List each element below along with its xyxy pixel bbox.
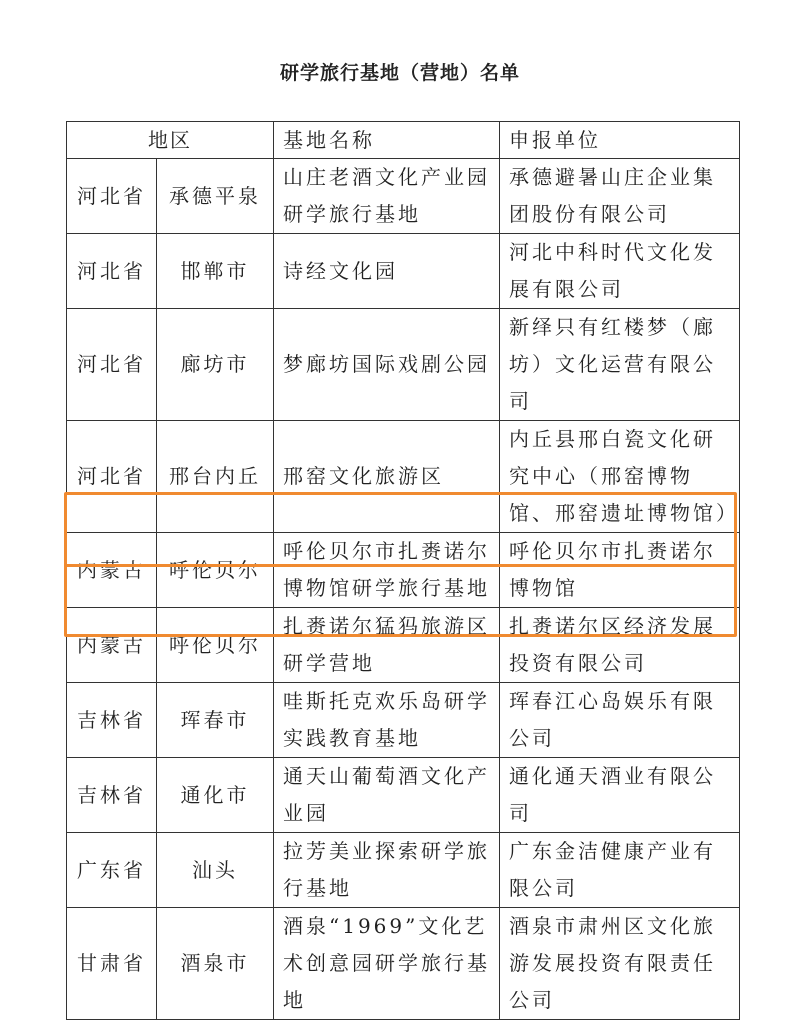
province-cell: 内蒙古 <box>67 608 157 683</box>
province-cell: 广东省 <box>67 833 157 908</box>
unit-cell: 承德避暑山庄企业集团股份有限公司 <box>500 159 740 234</box>
unit-cell: 珲春江心岛娱乐有限公司 <box>500 683 740 758</box>
city-cell: 邢台内丘 <box>157 421 274 533</box>
base-name-cell: 山庄老酒文化产业园研学旅行基地 <box>274 159 500 234</box>
header-base-name: 基地名称 <box>274 122 500 159</box>
city-cell: 珲春市 <box>157 683 274 758</box>
city-cell: 酒泉市 <box>157 908 274 1020</box>
city-cell: 汕头 <box>157 833 274 908</box>
base-name-cell: 通天山葡萄酒文化产业园 <box>274 758 500 833</box>
header-region: 地区 <box>67 122 274 159</box>
base-name-cell: 诗经文化园 <box>274 234 500 309</box>
document-title: 研学旅行基地（营地）名单 <box>279 62 520 84</box>
city-cell: 承德平泉 <box>157 159 274 234</box>
unit-cell: 扎赉诺尔区经济发展投资有限公司 <box>500 608 740 683</box>
base-name-cell: 哇斯托克欢乐岛研学实践教育基地 <box>274 683 500 758</box>
base-name-cell: 梦廊坊国际戏剧公园 <box>274 309 500 421</box>
base-name-cell: 扎赉诺尔猛犸旅游区研学营地 <box>274 608 500 683</box>
province-cell: 内蒙古 <box>67 533 157 608</box>
province-cell: 河北省 <box>67 159 157 234</box>
table-header-row <box>67 122 740 159</box>
province-cell: 河北省 <box>67 309 157 421</box>
table-row <box>67 533 740 608</box>
base-name-cell: 拉芳美业探索研学旅行基地 <box>274 833 500 908</box>
province-cell: 河北省 <box>67 234 157 309</box>
unit-cell: 通化通天酒业有限公司 <box>500 758 740 833</box>
table-row <box>67 683 740 758</box>
unit-cell: 内丘县邢白瓷文化研究中心（邢窑博物馆、邢窑遗址博物馆） <box>500 421 740 533</box>
unit-cell: 呼伦贝尔市扎赉诺尔博物馆 <box>500 533 740 608</box>
city-cell: 邯郸市 <box>157 234 274 309</box>
city-cell: 呼伦贝尔 <box>157 608 274 683</box>
table-row <box>67 608 740 683</box>
unit-cell: 河北中科时代文化发展有限公司 <box>500 234 740 309</box>
city-cell: 通化市 <box>157 758 274 833</box>
table-row <box>67 159 740 234</box>
table-row <box>67 758 740 833</box>
base-list-table <box>66 121 740 1020</box>
unit-cell: 广东金洁健康产业有限公司 <box>500 833 740 908</box>
table-row <box>67 421 740 533</box>
table-row <box>67 234 740 309</box>
province-cell: 河北省 <box>67 421 157 533</box>
city-cell: 廊坊市 <box>157 309 274 421</box>
province-cell: 吉林省 <box>67 683 157 758</box>
base-name-cell: 呼伦贝尔市扎赉诺尔博物馆研学旅行基地 <box>274 533 500 608</box>
header-unit: 申报单位 <box>500 122 740 159</box>
base-name-cell: 酒泉“1969”文化艺术创意园研学旅行基地 <box>274 908 500 1020</box>
unit-cell: 酒泉市肃州区文化旅游发展投资有限责任公司 <box>500 908 740 1020</box>
table-row <box>67 908 740 1020</box>
table-row <box>67 309 740 421</box>
province-cell: 吉林省 <box>67 758 157 833</box>
base-name-cell: 邢窑文化旅游区 <box>274 421 500 533</box>
unit-cell: 新绎只有红楼梦（廊坊）文化运营有限公司 <box>500 309 740 421</box>
table-row <box>67 833 740 908</box>
province-cell: 甘肃省 <box>67 908 157 1020</box>
city-cell: 呼伦贝尔 <box>157 533 274 608</box>
